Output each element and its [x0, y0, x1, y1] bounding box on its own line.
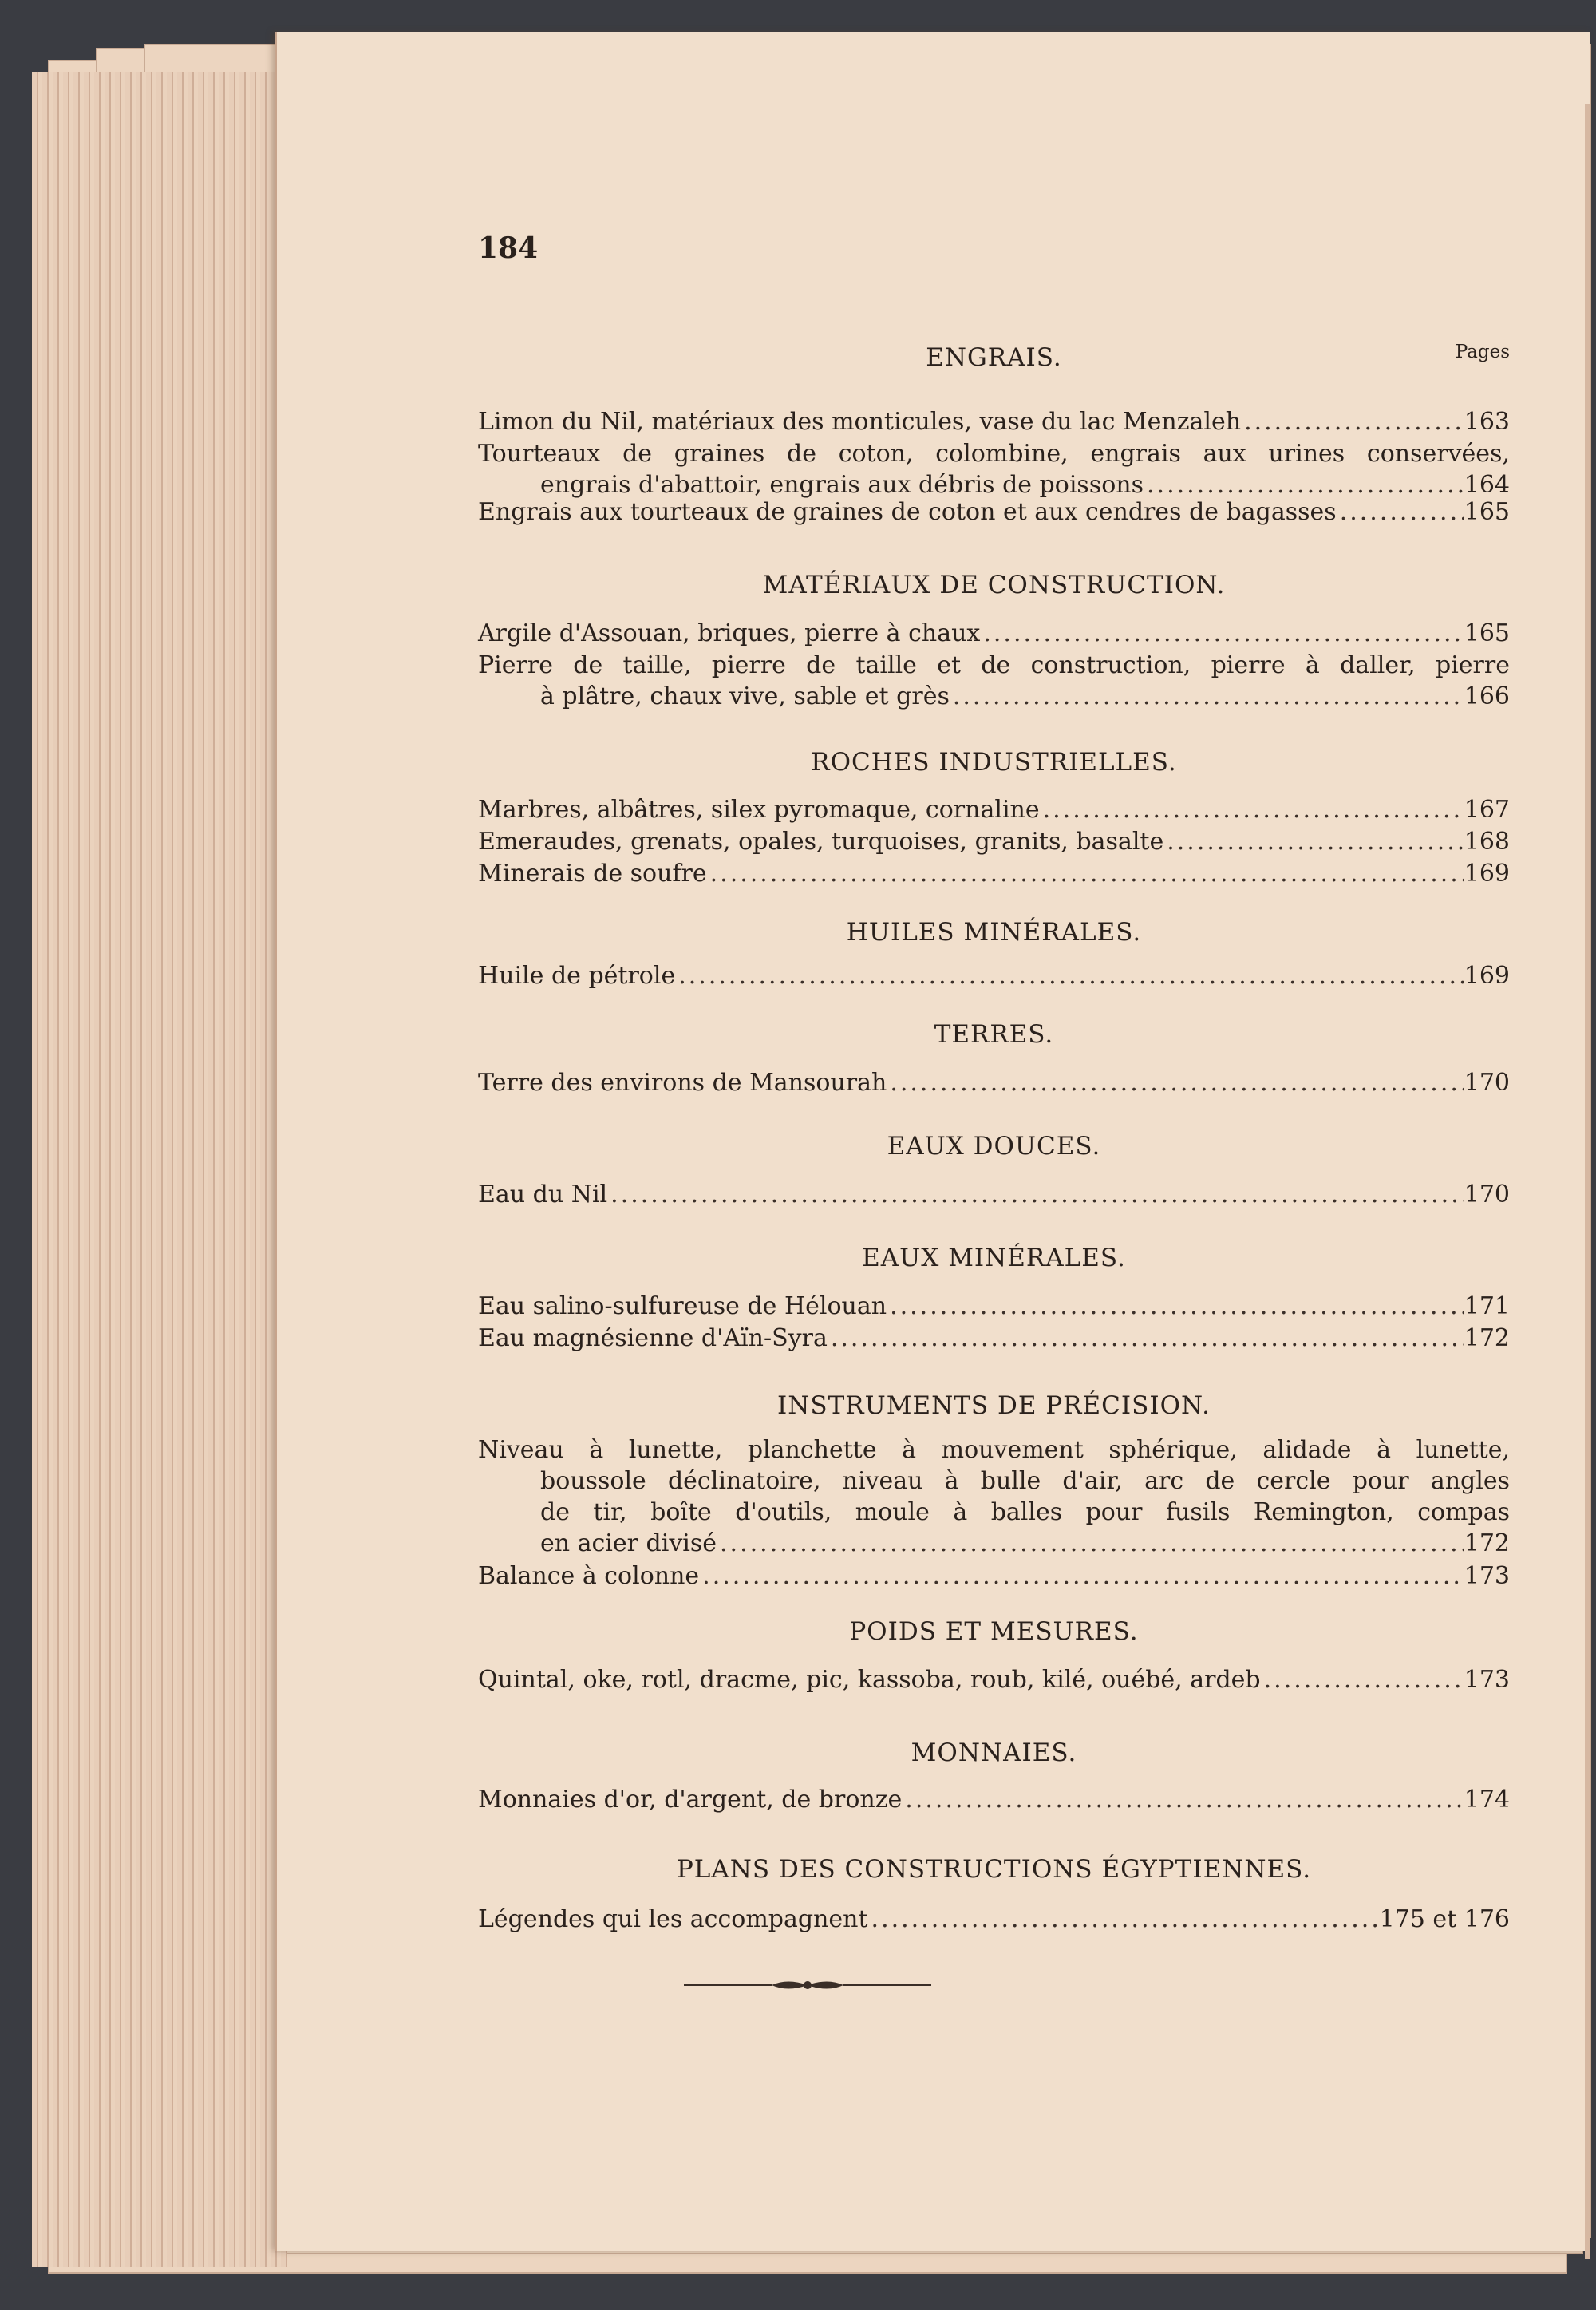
entry-page-number: 168 — [1464, 828, 1510, 856]
toc-entry — [478, 1664, 1510, 1695]
page-right-edge — [1585, 104, 1590, 2259]
toc-entry — [478, 1179, 1510, 1210]
entry-page-number: 165 — [1464, 619, 1510, 647]
toc-entry — [478, 1784, 1510, 1815]
toc-entry — [478, 1434, 1510, 1559]
entry-text: à plâtre, chaux vive, sable et grès — [540, 682, 950, 710]
section-title: EAUX DOUCES. — [887, 1132, 1101, 1161]
entry-text: Marbres, albâtres, silex pyromaque, cornaline — [478, 796, 1040, 824]
toc-entry — [478, 618, 1510, 649]
leader-dots — [902, 1784, 1464, 1815]
page-number: 184 — [478, 231, 539, 265]
entry-text: Niveau à lunette, planchette à mouvement sphérique, alidade à lunette, — [478, 1436, 1510, 1464]
entry-text: Eau salino-sulfureuse de Hélouan — [478, 1292, 887, 1320]
leader-dots — [950, 681, 1464, 712]
section-title: HUILES MINÉRALES. — [846, 918, 1142, 947]
entry-text: engrais d'abattoir, engrais aux débris de poissons — [540, 471, 1144, 499]
entry-page-number: 173 — [1464, 1666, 1510, 1694]
entry-text: Minerais de soufre — [478, 860, 707, 888]
entry-page-number: 169 — [1464, 860, 1510, 888]
leader-dots — [699, 1560, 1464, 1592]
entry-page-number: 174 — [1464, 1786, 1510, 1814]
entry-page-number: 164 — [1464, 471, 1510, 499]
entry-page-number: 172 — [1464, 1324, 1510, 1352]
leader-dots — [1261, 1664, 1464, 1695]
leader-dots — [1241, 406, 1464, 437]
leader-dots — [717, 1528, 1464, 1559]
section-title: MATÉRIAUX DE CONSTRUCTION. — [762, 571, 1226, 599]
leader-dots — [1163, 826, 1464, 857]
section-title: PLANS DES CONSTRUCTIONS ÉGYPTIENNES. — [676, 1855, 1312, 1884]
entry-page-number: 175 et 176 — [1379, 1905, 1510, 1933]
entry-text: Emeraudes, grenats, opales, turquoises, granits, basalte — [478, 828, 1164, 856]
entry-text: Argile d'Assouan, briques, pierre à chaux — [478, 619, 981, 647]
entry-page-number: 173 — [1464, 1562, 1510, 1590]
end-ornament — [684, 1973, 931, 1997]
toc-entry — [478, 1904, 1510, 1935]
entry-page-number: 169 — [1464, 962, 1510, 990]
section-title: POIDS ET MESURES. — [849, 1617, 1139, 1646]
leader-dots — [828, 1323, 1464, 1354]
toc-entry — [478, 858, 1510, 889]
leader-dots — [868, 1904, 1380, 1935]
page-edges — [32, 72, 287, 2267]
toc-entry — [478, 960, 1510, 991]
toc-entry — [478, 1323, 1510, 1354]
leader-dots — [675, 960, 1464, 991]
toc-entry — [478, 826, 1510, 857]
toc-entry — [478, 794, 1510, 825]
section-title: INSTRUMENTS DE PRÉCISION. — [776, 1391, 1211, 1420]
section-title: EAUX MINÉRALES. — [862, 1244, 1126, 1272]
entry-text: Eau magnésienne d'Aïn-Syra — [478, 1324, 828, 1352]
toc-entry — [478, 1067, 1510, 1098]
entry-text: Quintal, oke, rotl, dracme, pic, kassoba, roub, kilé, ouébé, ardeb — [478, 1666, 1261, 1694]
entry-text: Huile de pétrole — [478, 962, 676, 990]
section-title: TERRES. — [934, 1020, 1054, 1049]
entry-text: boussole déclinatoire, niveau à bulle d'air, arc de cercle pour angles — [540, 1467, 1510, 1495]
section-title: ENGRAIS. — [926, 343, 1062, 372]
entry-page-number: 165 — [1464, 498, 1510, 526]
leader-dots — [980, 618, 1464, 649]
entry-page-number: 170 — [1464, 1181, 1510, 1208]
entry-text: Balance à colonne — [478, 1562, 700, 1590]
entry-page-number: 163 — [1464, 408, 1510, 436]
toc-entry — [478, 650, 1510, 712]
toc-entry — [478, 1291, 1510, 1322]
entry-text: Eau du Nil — [478, 1181, 608, 1208]
entry-page-number: 166 — [1464, 682, 1510, 710]
entry-text: Limon du Nil, matériaux des monticules, vase du lac Menzaleh — [478, 408, 1242, 436]
section-title: MONNAIES. — [911, 1738, 1077, 1767]
toc-entry — [478, 1560, 1510, 1592]
entry-page-number: 172 — [1464, 1529, 1510, 1557]
toc-entry — [478, 406, 1510, 437]
leader-dots — [607, 1179, 1464, 1210]
entry-text: Engrais aux tourteaux de graines de coton et aux cendres de bagasses — [478, 498, 1337, 526]
leader-dots — [887, 1291, 1464, 1322]
entry-text: Légendes qui les accompagnent — [478, 1905, 868, 1933]
entry-text: Terre des environs de Mansourah — [478, 1069, 887, 1097]
entry-page-number: 171 — [1464, 1292, 1510, 1320]
entry-text: en acier divisé — [540, 1529, 717, 1557]
entry-text: de tir, boîte d'outils, moule à balles pour fusils Remington, compas — [540, 1498, 1510, 1526]
leader-dots — [887, 1067, 1464, 1098]
toc-entry — [478, 496, 1510, 528]
book-page — [275, 32, 1590, 2251]
pages-column-header: Pages — [1455, 342, 1510, 362]
entry-page-number: 170 — [1464, 1069, 1510, 1097]
leader-dots — [1337, 496, 1464, 528]
entry-text: Pierre de taille, pierre de taille et de construction, pierre à daller, pierre — [478, 651, 1510, 679]
leader-dots — [707, 858, 1464, 889]
toc-entry — [478, 438, 1510, 500]
entry-page-number: 167 — [1464, 796, 1510, 824]
leader-dots — [1040, 794, 1464, 825]
entry-text: Monnaies d'or, d'argent, de bronze — [478, 1786, 903, 1814]
entry-text: Tourteaux de graines de coton, colombine, engrais aux urines conservées, — [478, 440, 1510, 468]
section-title: ROCHES INDUSTRIELLES. — [811, 748, 1177, 777]
